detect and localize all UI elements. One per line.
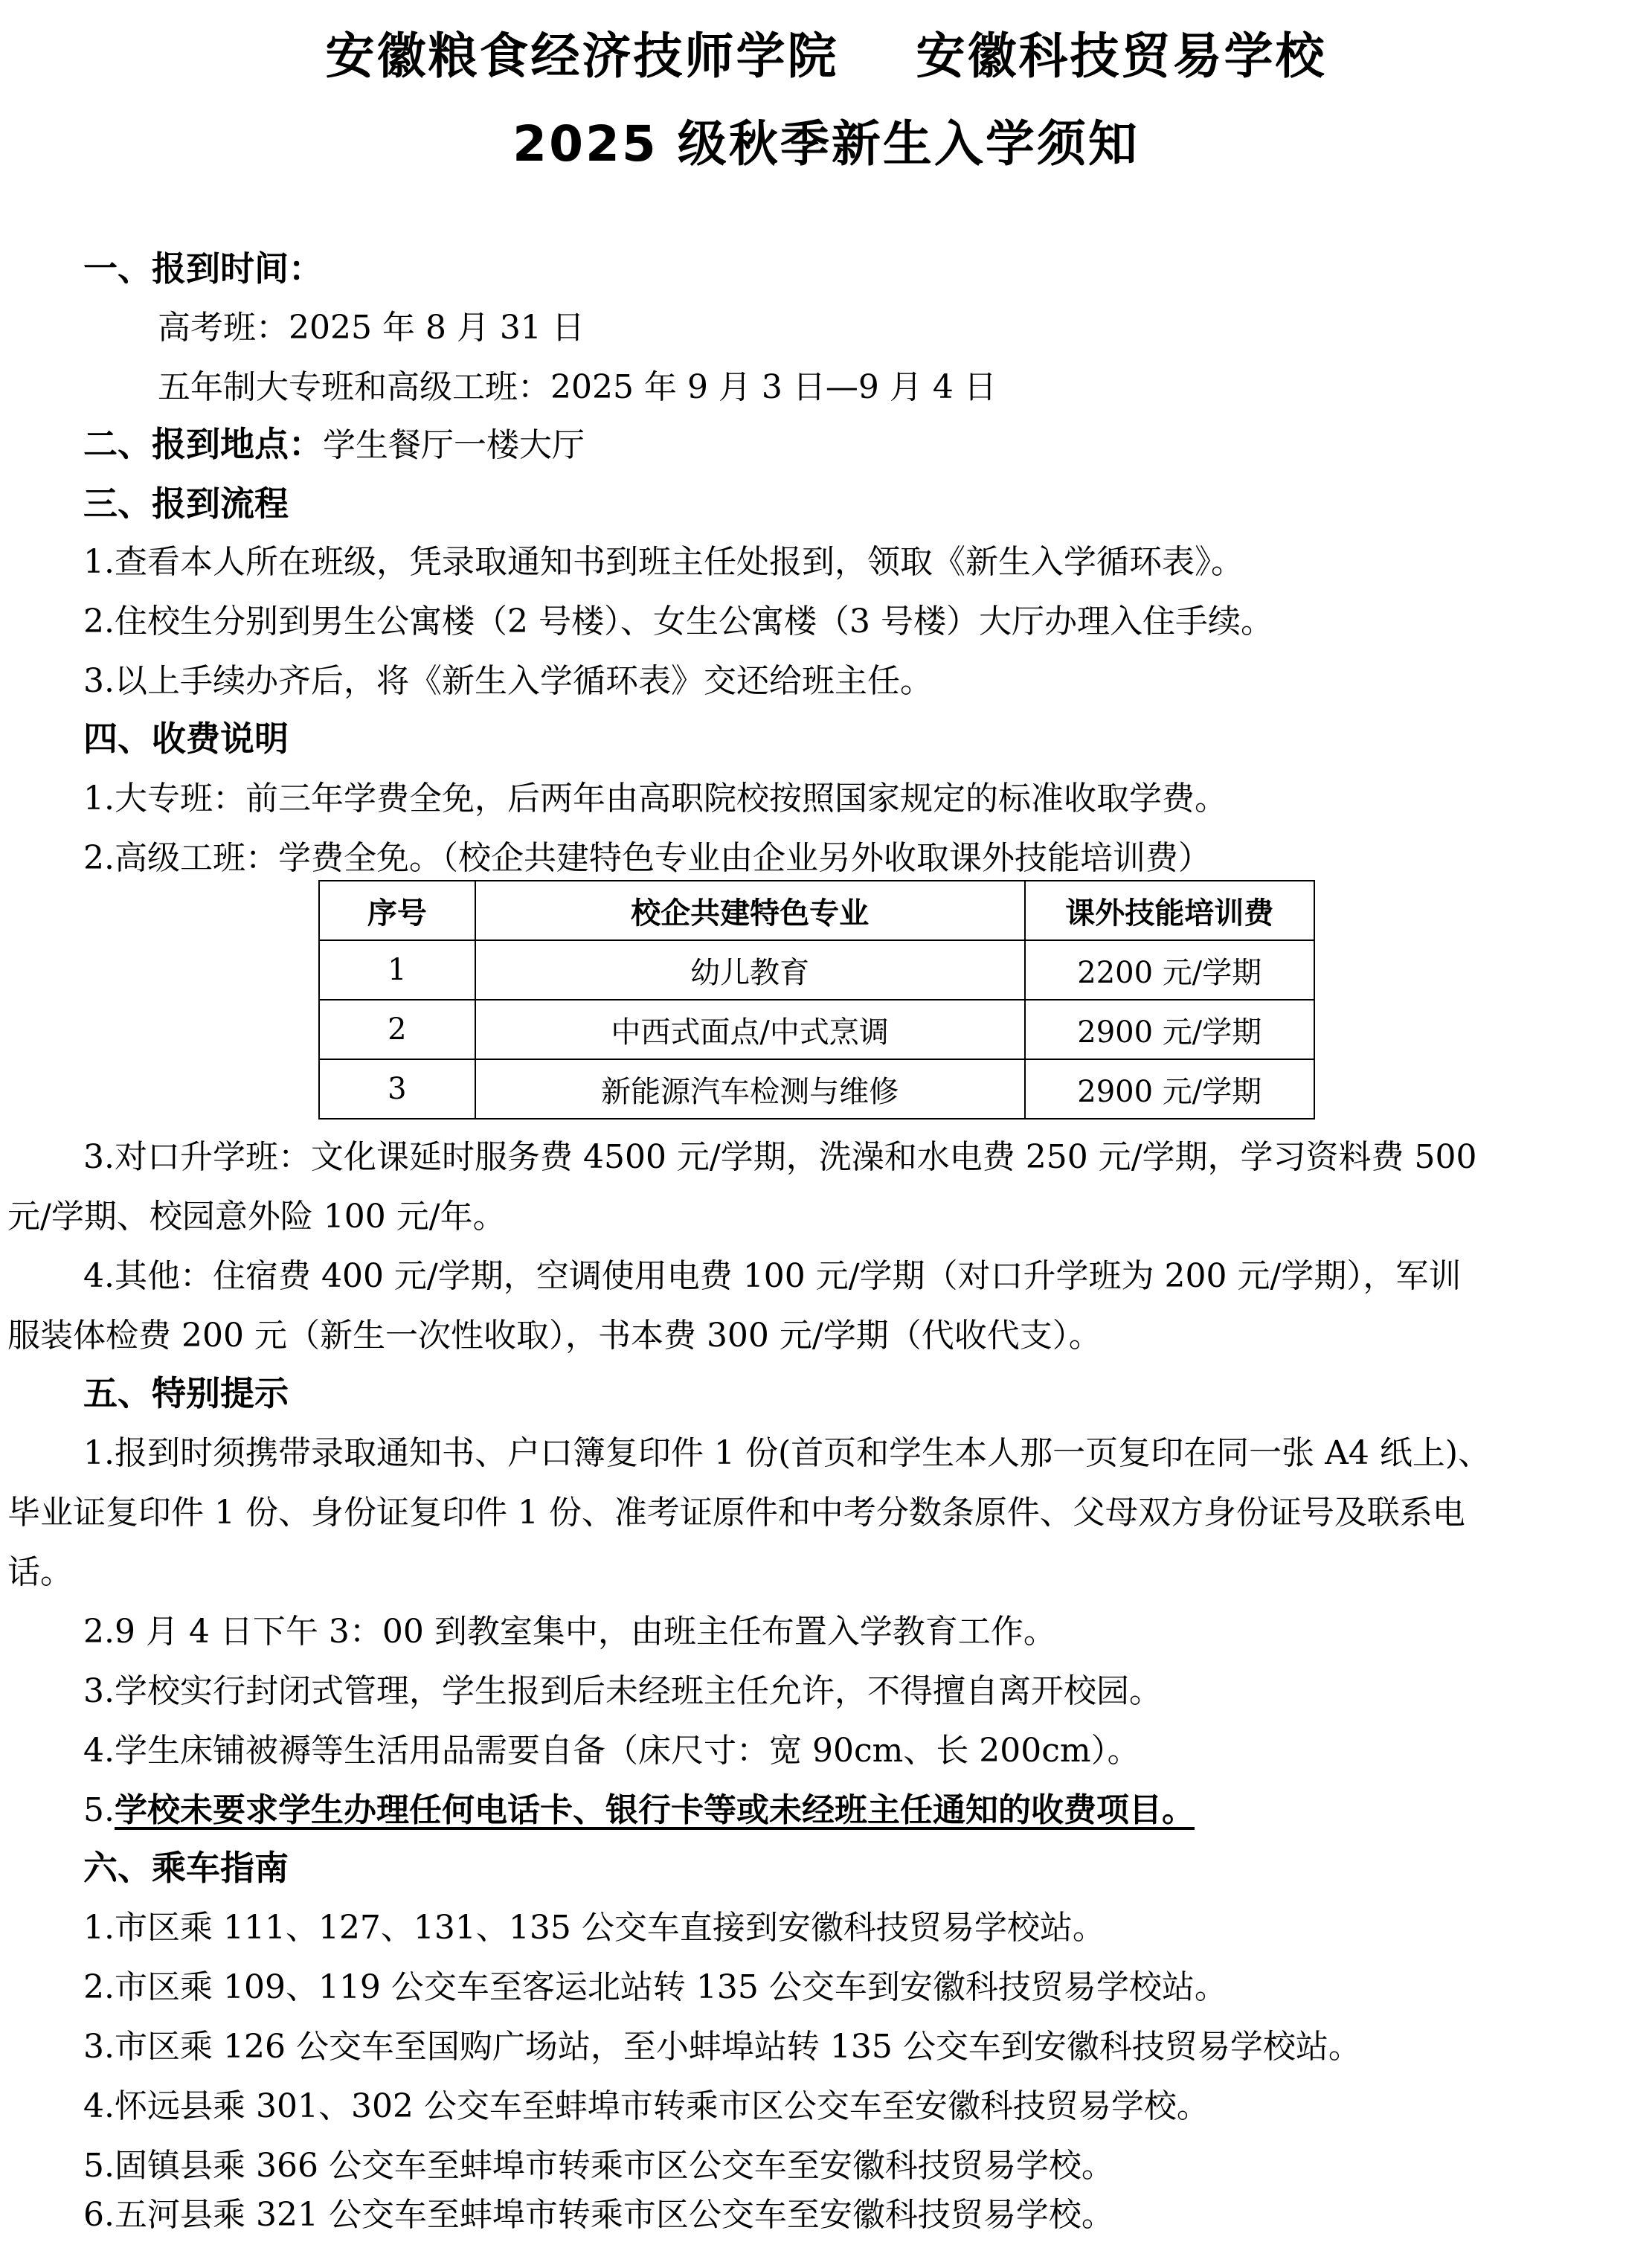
- table-header-cell: 序号: [319, 881, 475, 940]
- bus-route-item: 3.市区乘 126 公交车至国购广场站，至小蚌埠站转 135 公交车到安徽科技贸易学校站。: [83, 2028, 1361, 2066]
- table-cell: 中西式面点/中式烹调: [475, 1000, 1025, 1059]
- bus-route-item: 6.五河县乘 321 公交车至蚌埠市转乘市区公交车至安徽科技贸易学校。: [83, 2196, 1114, 2234]
- fee-item: 2.高级工班：学费全免。（校企共建特色专业由企业另外收取课外技能培训费）: [83, 839, 1211, 877]
- process-item: 1.查看本人所在班级，凭录取通知书到班主任处报到，领取《新生入学循环表》。: [83, 543, 1244, 581]
- note-item-warning: 5.学校未要求学生办理任何电话卡、银行卡等或未经班主任通知的收费项目。: [83, 1791, 1195, 1829]
- table-header-cell: 课外技能培训费: [1025, 881, 1315, 940]
- section-heading-fees: 四、收费说明: [83, 719, 289, 759]
- warning-text: 学校未要求学生办理任何电话卡、银行卡等或未经班主任通知的收费项目。: [114, 1791, 1195, 1829]
- table-cell: 新能源汽车检测与维修: [475, 1059, 1025, 1119]
- page-title: 安徽粮食经济技师学院 安徽科技贸易学校: [325, 28, 1327, 85]
- table-cell: 幼儿教育: [475, 940, 1025, 1000]
- bus-route-item: 4.怀远县乘 301、302 公交车至蚌埠市转乘市区公交车至安徽科技贸易学校。: [83, 2087, 1209, 2125]
- table-cell: 3: [319, 1059, 475, 1119]
- registration-time-line: 高考班：2025 年 8 月 31 日: [158, 309, 585, 347]
- table-cell: 2900 元/学期: [1025, 1000, 1315, 1059]
- table-row: [319, 940, 1314, 1000]
- table-cell: 2: [319, 1000, 475, 1059]
- table-cell: 2900 元/学期: [1025, 1059, 1315, 1119]
- registration-time-line: 五年制大专班和高级工班：2025 年 9 月 3 日—9 月 4 日: [158, 368, 997, 406]
- bus-route-item: 5.固镇县乘 366 公交车至蚌埠市转乘市区公交车至安徽科技贸易学校。: [83, 2147, 1114, 2185]
- registration-place-value: 学生餐厅一楼大厅: [323, 426, 585, 464]
- fee-item: 3.对口升学班：文化课延时服务费 4500 元/学期，洗澡和水电费 250 元/学期，学习资料费 500: [83, 1138, 1477, 1176]
- section-heading-registration-time: 一、报到时间：: [83, 248, 323, 289]
- section-heading-special-notes: 五、特别提示: [83, 1373, 289, 1413]
- fee-item: 4.其他：住宿费 400 元/学期，空调使用电费 100 元/学期（对口升学班为 200 元/学期），军训: [83, 1257, 1462, 1295]
- fee-item: 1.大专班：前三年学费全免，后两年由高职院校按照国家规定的标准收取学费。: [83, 780, 1227, 818]
- table-cell: 1: [319, 940, 475, 1000]
- note-item: 3.学校实行封闭式管理，学生报到后未经班主任允许，不得擅自离开校园。: [83, 1672, 1162, 1710]
- note-item: 1.报到时须携带录取通知书、户口簿复印件 1 份(首页和学生本人那一页复印在同一张 A4 纸上)、: [83, 1434, 1491, 1472]
- table-row: [319, 1059, 1314, 1119]
- fee-item-continued: 服装体检费 200 元（新生一次性收取），书本费 300 元/学期（代收代支）。: [7, 1317, 1102, 1355]
- table-cell: 2200 元/学期: [1025, 940, 1315, 1000]
- section-heading-registration-place: 二、报到地点：学生餐厅一楼大厅: [83, 424, 585, 464]
- page-subtitle: 2025 级秋季新生入学须知: [512, 115, 1140, 173]
- bus-route-item: 2.市区乘 109、119 公交车至客运北站转 135 公交车到安徽科技贸易学校站。: [83, 1968, 1227, 2006]
- process-item: 3.以上手续办齐后，将《新生入学循环表》交还给班主任。: [83, 662, 933, 700]
- table-row: [319, 1000, 1314, 1059]
- fee-item-continued: 元/学期、校园意外险 100 元/年。: [7, 1198, 506, 1236]
- bus-route-item: 1.市区乘 111、127、131、135 公交车直接到安徽科技贸易学校站。: [83, 1909, 1105, 1947]
- note-item-continued: 话。: [7, 1553, 73, 1591]
- table-header-row: [319, 881, 1314, 940]
- note-item: 4.学生床铺被褥等生活用品需要自备（床尺寸：宽 90cm、长 200cm）。: [83, 1732, 1140, 1770]
- note-item: 2.9 月 4 日下午 3：00 到教室集中，由班主任布置入学教育工作。: [83, 1613, 1056, 1651]
- section-heading-registration-process: 三、报到流程: [83, 484, 289, 524]
- training-fee-table: [318, 880, 1315, 1120]
- note-item-continued: 毕业证复印件 1 份、身份证复印件 1 份、准考证原件和中考分数条原件、父母双方身份证号及联系电: [7, 1494, 1465, 1532]
- process-item: 2.住校生分别到男生公寓楼（2 号楼）、女生公寓楼（3 号楼）大厅办理入住手续。: [83, 603, 1273, 640]
- table-header-cell: 校企共建特色专业: [475, 881, 1025, 940]
- section-heading-bus-guide: 六、乘车指南: [83, 1848, 289, 1888]
